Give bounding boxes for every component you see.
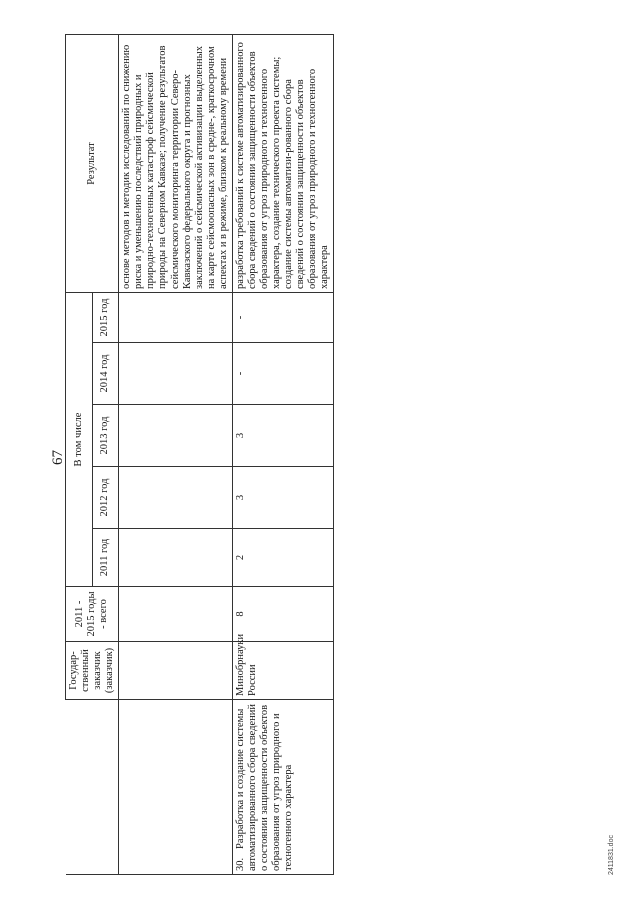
header-year-2014: 2014 год xyxy=(92,343,119,405)
cont-2015 xyxy=(119,293,233,343)
header-year-2015: 2015 год xyxy=(92,293,119,343)
cont-2011 xyxy=(119,529,233,587)
header-result: Результат xyxy=(66,35,119,293)
table-row-continuation xyxy=(119,35,233,875)
header-name xyxy=(66,700,119,875)
header-group: В том числе xyxy=(66,293,93,587)
cont-customer xyxy=(119,642,233,700)
header-year-2013: 2013 год xyxy=(92,405,119,467)
cont-2014 xyxy=(119,343,233,405)
header-customer: Государ-ственный заказчик (заказчик) xyxy=(66,642,119,700)
header-year-2012: 2012 год xyxy=(92,467,119,529)
row30-2011: 2 xyxy=(232,529,334,587)
cont-result: основе методов и методик исследований по снижению риска и уменьшению последствий природных и природно-техногенных катастроф сейсмической природы на Северном Кавказе; получение результатов сейсмического мониторинга территории Северо-Кавказского федерального округа и прогнозных заключений о сейсмической активизации выделенных на карте сейсмоопасных зон в средне-, краткосрочном аспектах и в режиме, близком к реальному времени xyxy=(119,35,233,293)
row30-2012: 3 xyxy=(232,467,334,529)
row30-customer: Минобрнауки России xyxy=(232,642,334,700)
cont-name xyxy=(119,700,233,875)
cont-total xyxy=(119,587,233,642)
program-table xyxy=(65,34,334,875)
row30-2014: - xyxy=(232,343,334,405)
header-row-1 xyxy=(66,35,93,875)
header-total: 2011 - 2015 годы - всего xyxy=(66,587,119,642)
page-number: 67 xyxy=(50,450,66,465)
cont-2012 xyxy=(119,467,233,529)
row30-2013: 3 xyxy=(232,405,334,467)
row30-name-cell xyxy=(232,700,334,875)
doc-filename: 2411831.doc xyxy=(608,835,615,875)
row30-total: 8 xyxy=(232,587,334,642)
row30-2015: - xyxy=(232,293,334,343)
header-year-2011: 2011 год xyxy=(92,529,119,587)
row30-name: Разработка и создание системы автоматизированного сбора сведений о состоянии защищенности объектов образования от угроз природного и техногенного характера xyxy=(234,703,295,871)
table-row-30 xyxy=(232,35,334,875)
cont-2013 xyxy=(119,405,233,467)
row30-result: разработка требований к системе автоматизированного сбора сведений о состоянии защищенности объектов образования от угроз природного и техногенного характера, создание технического проекта системы; создание системы автоматизи-рованного сбора сведений о состоянии защищенности объектов образования от угроз природного и техногенного характера xyxy=(232,35,334,293)
row30-number: 30. xyxy=(234,857,246,871)
